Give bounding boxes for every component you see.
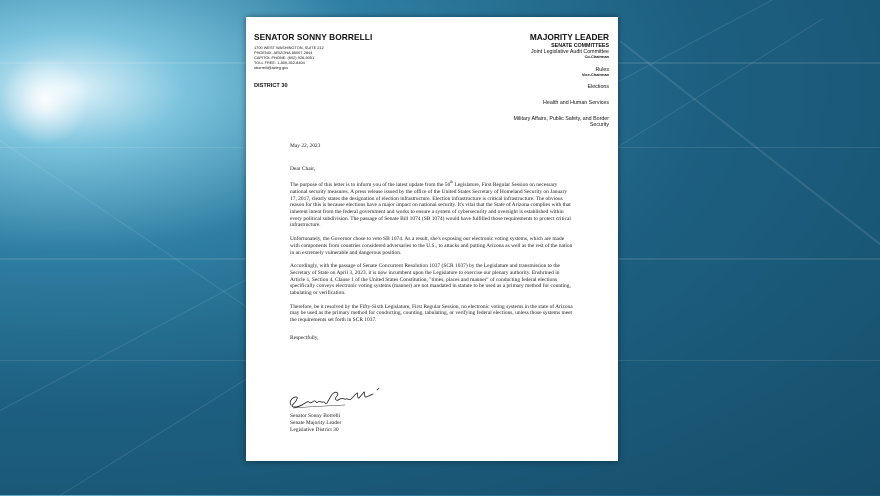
paragraph-1	[290, 179, 575, 229]
senator-name: SENATOR SONNY BORRELLI	[254, 32, 373, 42]
committee-name: Elections	[587, 84, 609, 91]
committee-name: Rules	[595, 66, 609, 73]
majority-leader-title: MAJORITY LEADER	[529, 32, 609, 42]
salutation: Dear Chair,	[290, 165, 316, 172]
committee-role: Co-Chairman	[584, 54, 609, 59]
email-link[interactable]: sborrelli@azleg.gov	[254, 65, 289, 71]
letter-body	[290, 143, 575, 342]
address-line: CAPITOL PHONE: (602) 926-5051	[254, 55, 315, 61]
letter-date: May 22, 2023	[290, 143, 321, 149]
letterhead-right	[439, 32, 609, 128]
ordinal-suffix: th	[450, 180, 454, 185]
committee-name: Joint Legislative Audit Committee	[530, 49, 609, 55]
signer-name: Senator Sonny Borrelli	[290, 413, 341, 419]
paragraph-4: Therefore, be it resolved by the Fifty-Sixth Legislature, First Regular Session, no electronic voting systems in the state of Arizona may be used as the primary method for conducting, counting, tabulating, or verifying federal elections, unless those systems meet the requirements set forth in SCR 1037.	[290, 303, 573, 324]
letterhead-left	[254, 32, 424, 89]
background-line	[619, 40, 880, 349]
paragraph-3: Accordingly, with the passage of Senate Concurrent Resolution 1037 (SCR 1037) by the Legislature and transmission to the Secretary of State on April 3, 2023, it is now incumbent upon the Legislature to exercise our plenary authority. Enshrined in Article 1, Section 4, Clause 1 of the United States Constitution, "times, places and manner" of conducting federal elections specifically conveys electronic voting systems (manner) are not mandated in statute to be used as a primary method for counting, tabulating or verification.	[290, 263, 571, 297]
address-line: PHOENIX, ARIZONA 85007-2844	[254, 50, 313, 56]
committees-heading: SENATE COMMITTEES	[551, 43, 609, 49]
closing: Respectfully,	[290, 334, 319, 341]
district-label: DISTRICT 30	[254, 83, 288, 90]
paragraph-2: Unfortunately, the Governor chose to veto SB 1074. As a result, she's exposing our electronic voting systems, which are made with components from countries considered adversaries to the U.S., to attacks and putting Arizona as well as the rest of the nation in an extremely vulnerable and dangerous position.	[290, 236, 573, 256]
paragraph-text: Legislature, First Regular Session on necessary national security measures. A press release issued by the office of the United States Secretary of Homeland Security on January 17, 2017, clearly states the designation of election infrastructure. Election infrastructure is critical infrastructure. The obvious reason for this is because elections have a major impact on national security. It's vital that the State of Arizona complies with that inherent intent from the federal government and works to ensure a system of cybersecurity and oversight is established within every political subdivision. The passage of Senate Bill 1074 (SB 1074) would have fulfilled those requirements to protect critical infrastructure.	[290, 182, 571, 229]
address-block	[254, 45, 424, 70]
signer-district: Legislative District 30	[290, 426, 339, 433]
signature-block	[290, 413, 341, 433]
signer-title: Senate Majority Leader	[290, 419, 342, 426]
lens-flare	[0, 55, 90, 145]
address-line: TOLL FREE: 1-800-352-8404	[254, 60, 305, 66]
committee-name: Military Affairs, Public Safety, and Border Security	[513, 116, 609, 129]
address-line: 1700 WEST WASHINGTON, SUITE 212	[254, 45, 324, 50]
committee-role: Vice-Chairman	[581, 71, 609, 77]
letter-page	[246, 17, 618, 461]
signature-image	[285, 385, 385, 411]
paragraph-text: The purpose of this letter is to inform you of the latest update from the 56	[290, 182, 451, 189]
committee-name: Health and Human Services	[543, 100, 609, 107]
